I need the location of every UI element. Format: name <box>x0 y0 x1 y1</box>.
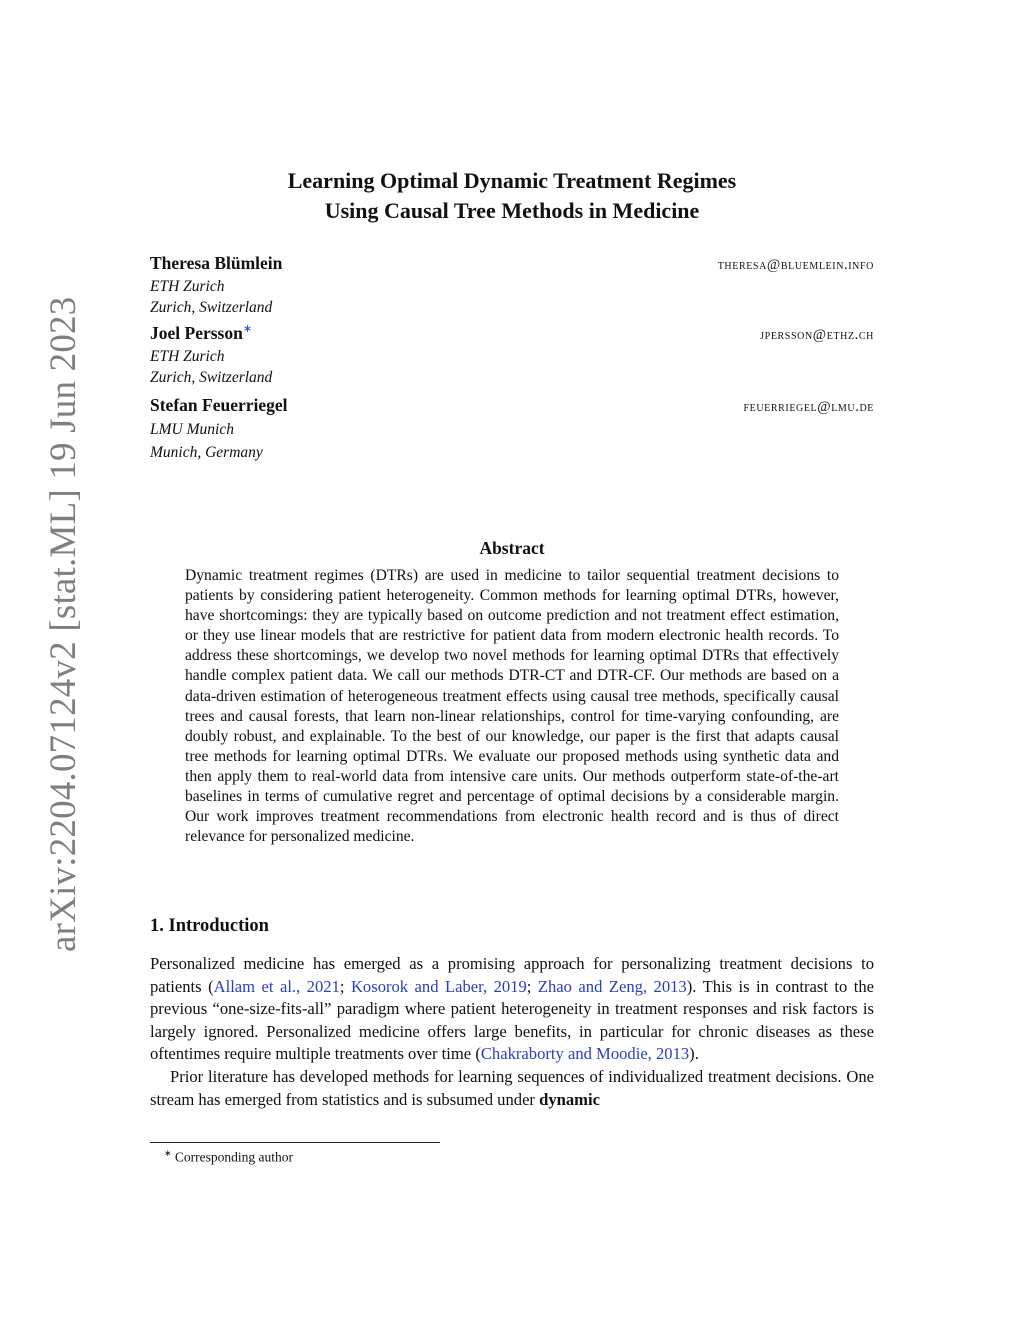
citation-link[interactable]: Chakraborty and Moodie, 2013 <box>480 1044 690 1064</box>
author-block <box>150 253 874 318</box>
abstract-text: Dynamic treatment regimes (DTRs) are used in medicine to tailor sequential treatment decisions to patients by considering patient heterogeneity. Common methods for learning optimal DTRs, however, have shortcomings: they are typically based on outcome prediction and not treatment effect estimation, or they use linear models that are restrictive for patient data from modern electronic health records. To address these shortcomings, we develop two novel methods for learning optimal DTRs that effectively handle complex patient data. We call our methods DTR-CT and DTR-CF. Our methods are based on a data-driven estimation of heterogeneous treatment effects using causal tree methods, specifically causal trees and causal forests, that learn non-linear relationships, control for time-varying confounding, are doubly robust, and explainable. To the best of our knowledge, our paper is the first that adapts causal tree methods for learning optimal DTRs. We evaluate our proposed methods using synthetic data and then apply them to real-world data from intensive care units. Our methods outperform state-of-the-art baselines in terms of cumulative regret and percentage of optimal decisions by a considerable margin. Our work improves treatment recommendations from electronic health record and is thus of direct relevance for personalized medicine. <box>185 567 839 846</box>
emphasis-term: dynamic <box>539 1089 600 1109</box>
author-block <box>150 395 874 463</box>
abstract-heading: Abstract <box>479 538 545 558</box>
author-affiliation: ETH Zurich <box>150 347 225 365</box>
author-email[interactable]: jpersson@ethz.ch <box>760 326 874 343</box>
author-email[interactable]: theresa@bluemlein.info <box>717 257 874 273</box>
citation-link[interactable]: Kosorok and Laber, 2019 <box>350 976 527 996</box>
author-location: Munich, Germany <box>150 444 263 461</box>
author-block <box>150 322 874 388</box>
footnote <box>164 1148 293 1166</box>
paper-title <box>150 166 874 226</box>
paragraph: Personalized medicine has emerged as a promising approach for personalizing treatment decisions to patients (Allam et al., 2021; Kosorok and Laber, 2019; Zhao and Zeng, 2013). This is in contrast to the previous “one-size-fits-all” paradigm where patient heterogeneity in treatment responses and risk factors is largely ignored. Personalized medicine offers large benefits, in particular for chronic diseases as these oftentimes require multiple treatments over time (Chakraborty and Moodie, 2013). <box>150 954 875 1064</box>
author-email[interactable]: feuerriegel@lmu.de <box>743 399 874 415</box>
author-name: Joel Persson∗ <box>150 322 253 343</box>
paragraph: Prior literature has developed methods for learning sequences of individualized treatment decisions. One stream has emerged from statistics and is subsumed under dynamic <box>150 1066 874 1109</box>
author-name: Stefan Feuerriegel <box>150 395 288 415</box>
author-affiliation: ETH Zurich <box>150 278 225 295</box>
citation-link[interactable]: Zhao and Zeng, 2013 <box>537 976 687 996</box>
footnote-marker: ∗ <box>164 1148 172 1158</box>
title-line-1: Learning Optimal Dynamic Treatment Regimes <box>287 168 737 193</box>
section-heading-introduction: 1. Introduction <box>150 916 269 936</box>
citation-link[interactable]: Allam et al., 2021 <box>213 976 340 996</box>
arxiv-identifier: arXiv:2204.07124v2 [stat.ML] 19 Jun 2023 <box>43 296 84 952</box>
footnote-divider <box>150 1142 440 1143</box>
author-location: Zurich, Switzerland <box>150 299 273 316</box>
author-location: Zurich, Switzerland <box>150 368 273 386</box>
introduction-body <box>150 953 874 1111</box>
footnote-text: Corresponding author <box>174 1149 294 1165</box>
author-name: Theresa Blümlein <box>150 253 283 273</box>
author-affiliation: LMU Munich <box>150 421 234 438</box>
title-line-2: Using Causal Tree Methods in Medicine <box>324 198 700 223</box>
footnote-marker[interactable]: ∗ <box>242 323 253 335</box>
